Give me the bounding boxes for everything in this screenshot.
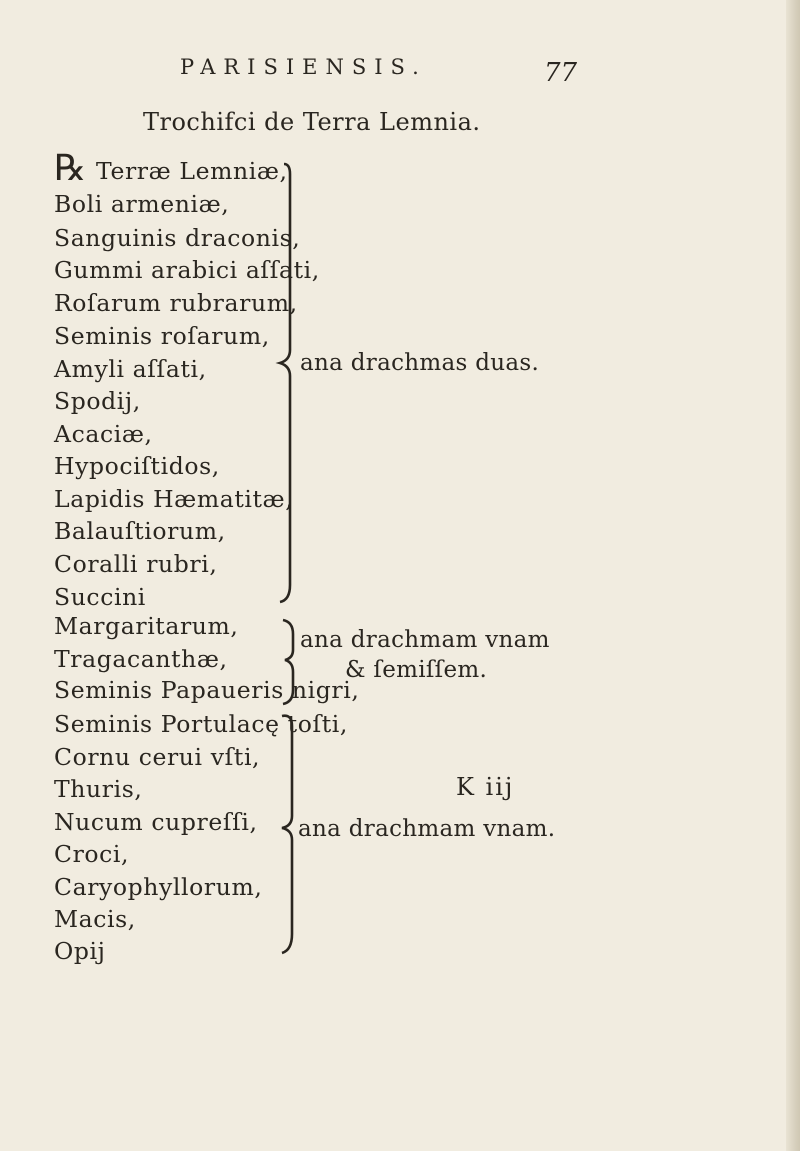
ingredient-line: Roſarum rubrarum,: [54, 289, 298, 317]
ingredient-line: Terræ Lemniæ,: [96, 157, 288, 185]
rx-symbol: ℞: [54, 148, 87, 189]
brace-group-1: [262, 160, 302, 605]
ingredient-line: Seminis Papaueris nigri,: [54, 676, 360, 704]
ingredient-line: Succini: [54, 583, 146, 611]
ingredient-line: Margaritarum,: [54, 612, 239, 640]
ingredient-line: Tragacanthæ,: [54, 645, 228, 673]
ingredient-line: Hypociſtidos,: [54, 452, 220, 480]
ingredient-line: Seminis Portulacę toſti,: [54, 710, 348, 738]
ingredient-line: Croci,: [54, 840, 130, 868]
dose-group-2-line-2: & ſemiſſem.: [345, 657, 488, 683]
page-number: 77: [544, 58, 578, 88]
recipe-title: Trochifci de Terra Lemnia.: [143, 108, 481, 136]
ingredient-line: Amyli aſſati,: [54, 355, 207, 383]
ingredient-line: Thuris,: [54, 775, 143, 803]
dose-group-1: ana drachmas duas.: [300, 350, 540, 376]
ingredient-line: Coralli rubri,: [54, 550, 218, 578]
ingredient-line: Lapidis Hæmatitæ,: [54, 485, 294, 513]
ingredient-line: Caryophyllorum,: [54, 873, 263, 901]
ingredient-line: Boli armeniæ,: [54, 190, 230, 218]
ingredient-line: Macis,: [54, 905, 136, 933]
page-edge: [786, 0, 800, 1151]
ingredient-line: Sanguinis draconis,: [54, 224, 301, 252]
running-header: PARISIENSIS.: [180, 55, 427, 79]
ingredient-line: Acaciæ,: [54, 420, 153, 448]
dose-group-3: ana drachmam vnam.: [298, 816, 556, 842]
ingredient-line: Seminis roſarum,: [54, 322, 270, 350]
ingredient-line: Spodij,: [54, 387, 141, 415]
ingredient-line: Gummi arabici aſſati,: [54, 256, 320, 284]
signature-mark: K iij: [456, 773, 515, 801]
ingredient-line: Balauſtiorum,: [54, 517, 226, 545]
ingredient-line: Cornu cerui vſti,: [54, 743, 261, 771]
ingredient-line: Opij: [54, 937, 106, 965]
ingredient-line: Nucum cupreſſi,: [54, 808, 258, 836]
dose-group-2-line-1: ana drachmam vnam: [300, 627, 550, 653]
